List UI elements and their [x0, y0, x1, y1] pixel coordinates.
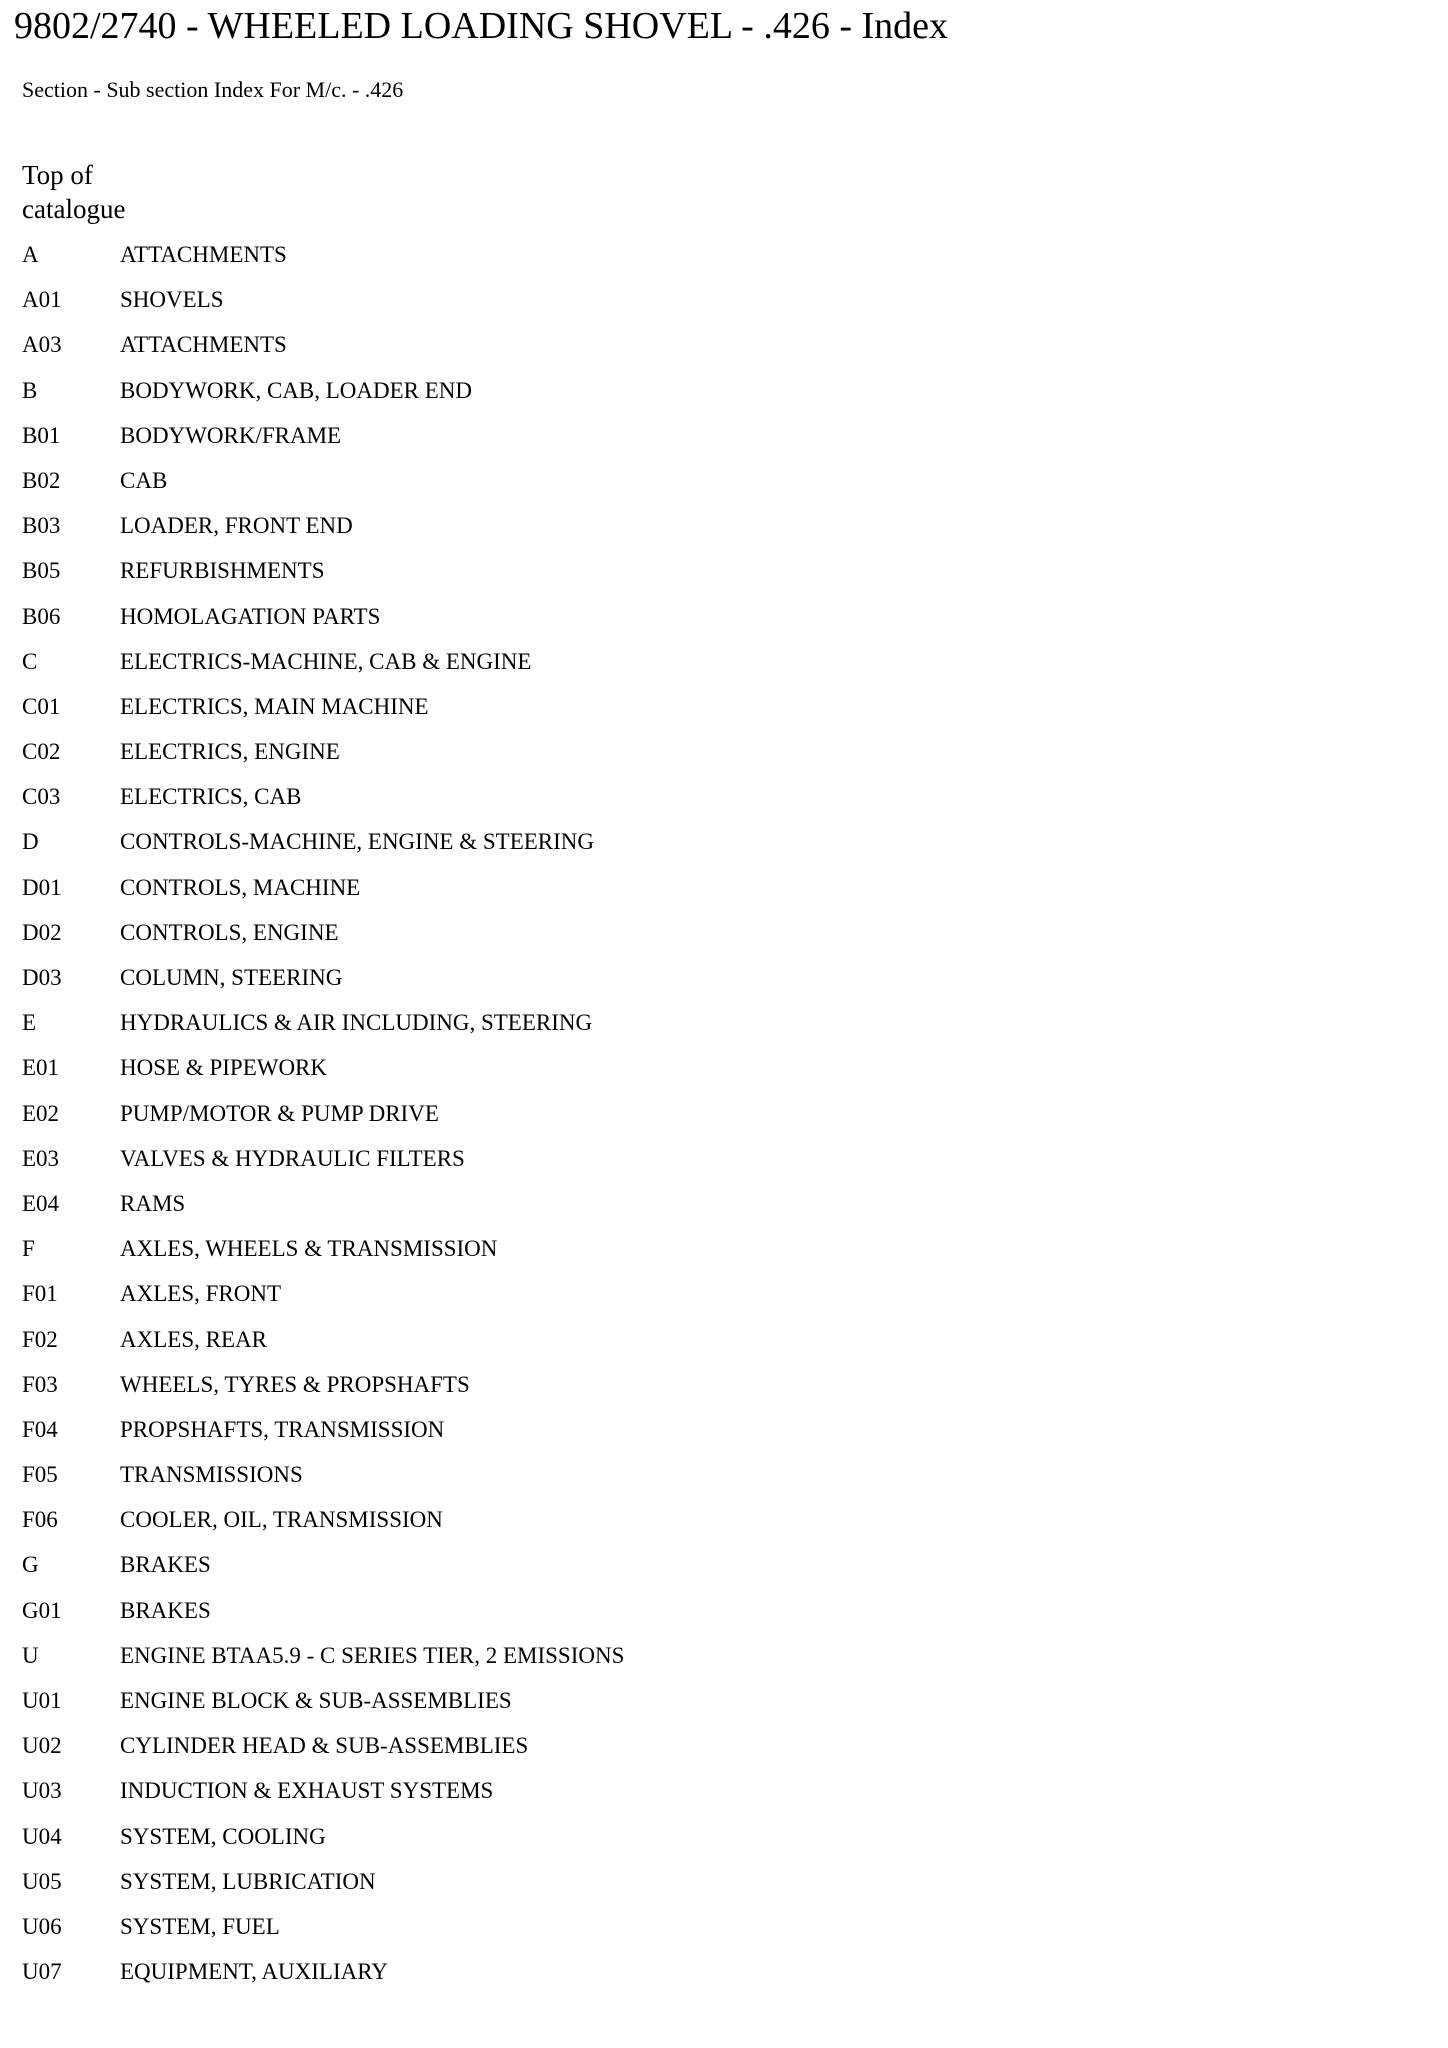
index-code[interactable]: U06 — [22, 1913, 62, 1939]
index-label[interactable]: ELECTRICS, MAIN MACHINE — [120, 693, 429, 719]
index-code[interactable]: U07 — [22, 1959, 62, 1985]
index-label[interactable]: BRAKES — [120, 1552, 211, 1578]
index-code[interactable]: E02 — [22, 1100, 60, 1126]
index-row[interactable] — [22, 1957, 624, 2002]
index-row[interactable] — [22, 285, 624, 330]
index-row[interactable] — [22, 511, 624, 556]
index-row[interactable] — [22, 1460, 624, 1505]
index-row[interactable] — [22, 1550, 624, 1595]
index-label[interactable]: WHEELS, TYRES & PROPSHAFTS — [120, 1371, 470, 1397]
index-code[interactable]: D01 — [22, 874, 62, 900]
page-subtitle: Section - Sub section Index For M/c. - .426 — [22, 77, 404, 102]
index-code[interactable]: U — [22, 1642, 39, 1668]
index-row[interactable] — [22, 602, 624, 647]
index-code[interactable]: D — [22, 829, 39, 855]
index-code[interactable]: B01 — [22, 422, 61, 448]
index-label[interactable]: REFURBISHMENTS — [120, 558, 325, 584]
index-code[interactable]: F05 — [22, 1462, 58, 1488]
index-label[interactable]: CONTROLS-MACHINE, ENGINE & STEERING — [120, 829, 595, 855]
index-code[interactable]: C01 — [22, 693, 61, 719]
index-row[interactable] — [22, 1008, 624, 1053]
index-row[interactable] — [22, 1370, 624, 1415]
index-code[interactable]: U03 — [22, 1778, 62, 1804]
index-label[interactable]: CONTROLS, ENGINE — [120, 919, 339, 945]
index-row[interactable] — [22, 330, 624, 375]
index-code[interactable]: B02 — [22, 467, 61, 493]
index-row[interactable] — [22, 1234, 624, 1279]
index-row[interactable] — [22, 1279, 624, 1324]
index-row[interactable] — [22, 692, 624, 737]
index-code[interactable]: C — [22, 648, 38, 674]
index-row[interactable] — [22, 1641, 624, 1686]
index-code[interactable]: F — [22, 1236, 35, 1262]
index-label[interactable]: ENGINE BTAA5.9 - C SERIES TIER, 2 EMISSIONS — [120, 1642, 625, 1668]
index-label[interactable]: TRANSMISSIONS — [120, 1462, 303, 1488]
index-code[interactable]: A03 — [22, 332, 62, 358]
index-row[interactable] — [22, 1099, 624, 1144]
index-code[interactable]: E04 — [22, 1190, 60, 1216]
index-label[interactable]: BODYWORK/FRAME — [120, 422, 342, 448]
index-row[interactable] — [22, 1776, 624, 1821]
index-label[interactable]: HOMOLAGATION PARTS — [120, 603, 381, 629]
index-code[interactable]: F03 — [22, 1371, 58, 1397]
index-label[interactable]: VALVES & HYDRAULIC FILTERS — [120, 1145, 465, 1171]
index-row[interactable] — [22, 556, 624, 601]
index-row[interactable] — [22, 827, 624, 872]
index-code[interactable]: B03 — [22, 513, 61, 539]
index-label[interactable]: HOSE & PIPEWORK — [120, 1055, 328, 1081]
page-title: 9802/2740 - WHEELED LOADING SHOVEL - .426 - Index — [14, 5, 949, 47]
index-code[interactable]: D02 — [22, 919, 62, 945]
index-label[interactable]: ELECTRICS, ENGINE — [120, 739, 340, 765]
index-code[interactable]: U01 — [22, 1688, 62, 1713]
index-code[interactable]: G — [22, 1552, 39, 1578]
index-row[interactable] — [22, 1731, 624, 1776]
index-code[interactable]: E03 — [22, 1145, 60, 1171]
index-row[interactable] — [22, 1867, 624, 1912]
index-code[interactable]: U05 — [22, 1868, 62, 1894]
index-row[interactable] — [22, 240, 624, 285]
section-index-list — [22, 240, 624, 2002]
index-row[interactable] — [22, 873, 624, 918]
index-label[interactable]: AXLES, WHEELS & TRANSMISSION — [120, 1236, 498, 1262]
index-label[interactable]: SYSTEM, FUEL — [120, 1913, 280, 1939]
index-label[interactable]: AXLES, FRONT — [120, 1281, 282, 1307]
index-code[interactable]: U04 — [22, 1823, 62, 1849]
index-label[interactable]: INDUCTION & EXHAUST SYSTEMS — [120, 1778, 494, 1804]
index-label[interactable]: BRAKES — [120, 1597, 211, 1623]
index-code[interactable]: C03 — [22, 784, 61, 810]
index-row[interactable] — [22, 1053, 624, 1098]
index-label[interactable]: CONTROLS, MACHINE — [120, 874, 361, 900]
index-row[interactable] — [22, 1686, 624, 1731]
index-code[interactable]: E01 — [22, 1055, 60, 1081]
index-label[interactable]: AXLES, REAR — [120, 1326, 267, 1352]
index-row[interactable] — [22, 376, 624, 421]
index-row[interactable] — [22, 1822, 624, 1867]
index-code[interactable]: C02 — [22, 739, 61, 765]
index-label[interactable]: CAB — [120, 467, 168, 493]
index-code[interactable]: F01 — [22, 1281, 58, 1307]
index-label[interactable]: ELECTRICS, CAB — [120, 784, 302, 810]
index-label[interactable]: ELECTRICS-MACHINE, CAB & ENGINE — [120, 648, 532, 674]
index-code[interactable]: B05 — [22, 558, 61, 584]
index-code[interactable]: B06 — [22, 603, 61, 629]
index-code[interactable]: U02 — [22, 1733, 62, 1759]
index-label[interactable]: PUMP/MOTOR & PUMP DRIVE — [120, 1100, 439, 1126]
index-code[interactable]: F04 — [22, 1416, 58, 1442]
index-label[interactable]: ATTACHMENTS — [120, 332, 287, 358]
index-label[interactable]: RAMS — [120, 1190, 186, 1216]
index-label[interactable]: COOLER, OIL, TRANSMISSION — [120, 1507, 443, 1533]
index-row[interactable] — [22, 963, 624, 1008]
index-row[interactable] — [22, 466, 624, 511]
index-code[interactable]: F06 — [22, 1507, 58, 1533]
index-code[interactable]: A01 — [22, 287, 62, 313]
index-row[interactable] — [22, 647, 624, 692]
index-code[interactable]: B — [22, 377, 38, 403]
index-row[interactable] — [22, 737, 624, 782]
index-row[interactable] — [22, 1144, 624, 1189]
index-row[interactable] — [22, 782, 624, 827]
index-code[interactable]: D03 — [22, 965, 62, 990]
index-code[interactable]: A — [22, 242, 39, 267]
index-label[interactable]: SYSTEM, COOLING — [120, 1823, 326, 1849]
index-label[interactable]: SHOVELS — [120, 287, 224, 313]
index-label[interactable]: CYLINDER HEAD & SUB-ASSEMBLIES — [120, 1733, 529, 1759]
index-row[interactable] — [22, 1189, 624, 1234]
index-row[interactable] — [22, 1415, 624, 1460]
index-code[interactable]: G01 — [22, 1597, 62, 1623]
index-label[interactable]: LOADER, FRONT END — [120, 513, 353, 539]
index-label[interactable]: SYSTEM, LUBRICATION — [120, 1868, 376, 1894]
index-label[interactable]: HYDRAULICS & AIR INCLUDING, STEERING — [120, 1010, 593, 1036]
index-label[interactable]: EQUIPMENT, AUXILIARY — [120, 1959, 388, 1985]
top-of-catalogue-link[interactable]: Top of catalogue — [22, 160, 126, 224]
index-row[interactable] — [22, 1325, 624, 1370]
index-label[interactable]: BODYWORK, CAB, LOADER END — [120, 377, 473, 403]
index-label[interactable]: ATTACHMENTS — [120, 242, 287, 267]
index-row[interactable] — [22, 918, 624, 963]
index-code[interactable]: E — [22, 1010, 37, 1036]
index-label[interactable]: ENGINE BLOCK & SUB-ASSEMBLIES — [120, 1688, 512, 1713]
index-row[interactable] — [22, 1596, 624, 1641]
index-code[interactable]: F02 — [22, 1326, 58, 1352]
index-label[interactable]: PROPSHAFTS, TRANSMISSION — [120, 1416, 445, 1442]
index-row[interactable] — [22, 421, 624, 466]
index-row[interactable] — [22, 1505, 624, 1550]
index-row[interactable] — [22, 1912, 624, 1957]
index-label[interactable]: COLUMN, STEERING — [120, 965, 343, 990]
